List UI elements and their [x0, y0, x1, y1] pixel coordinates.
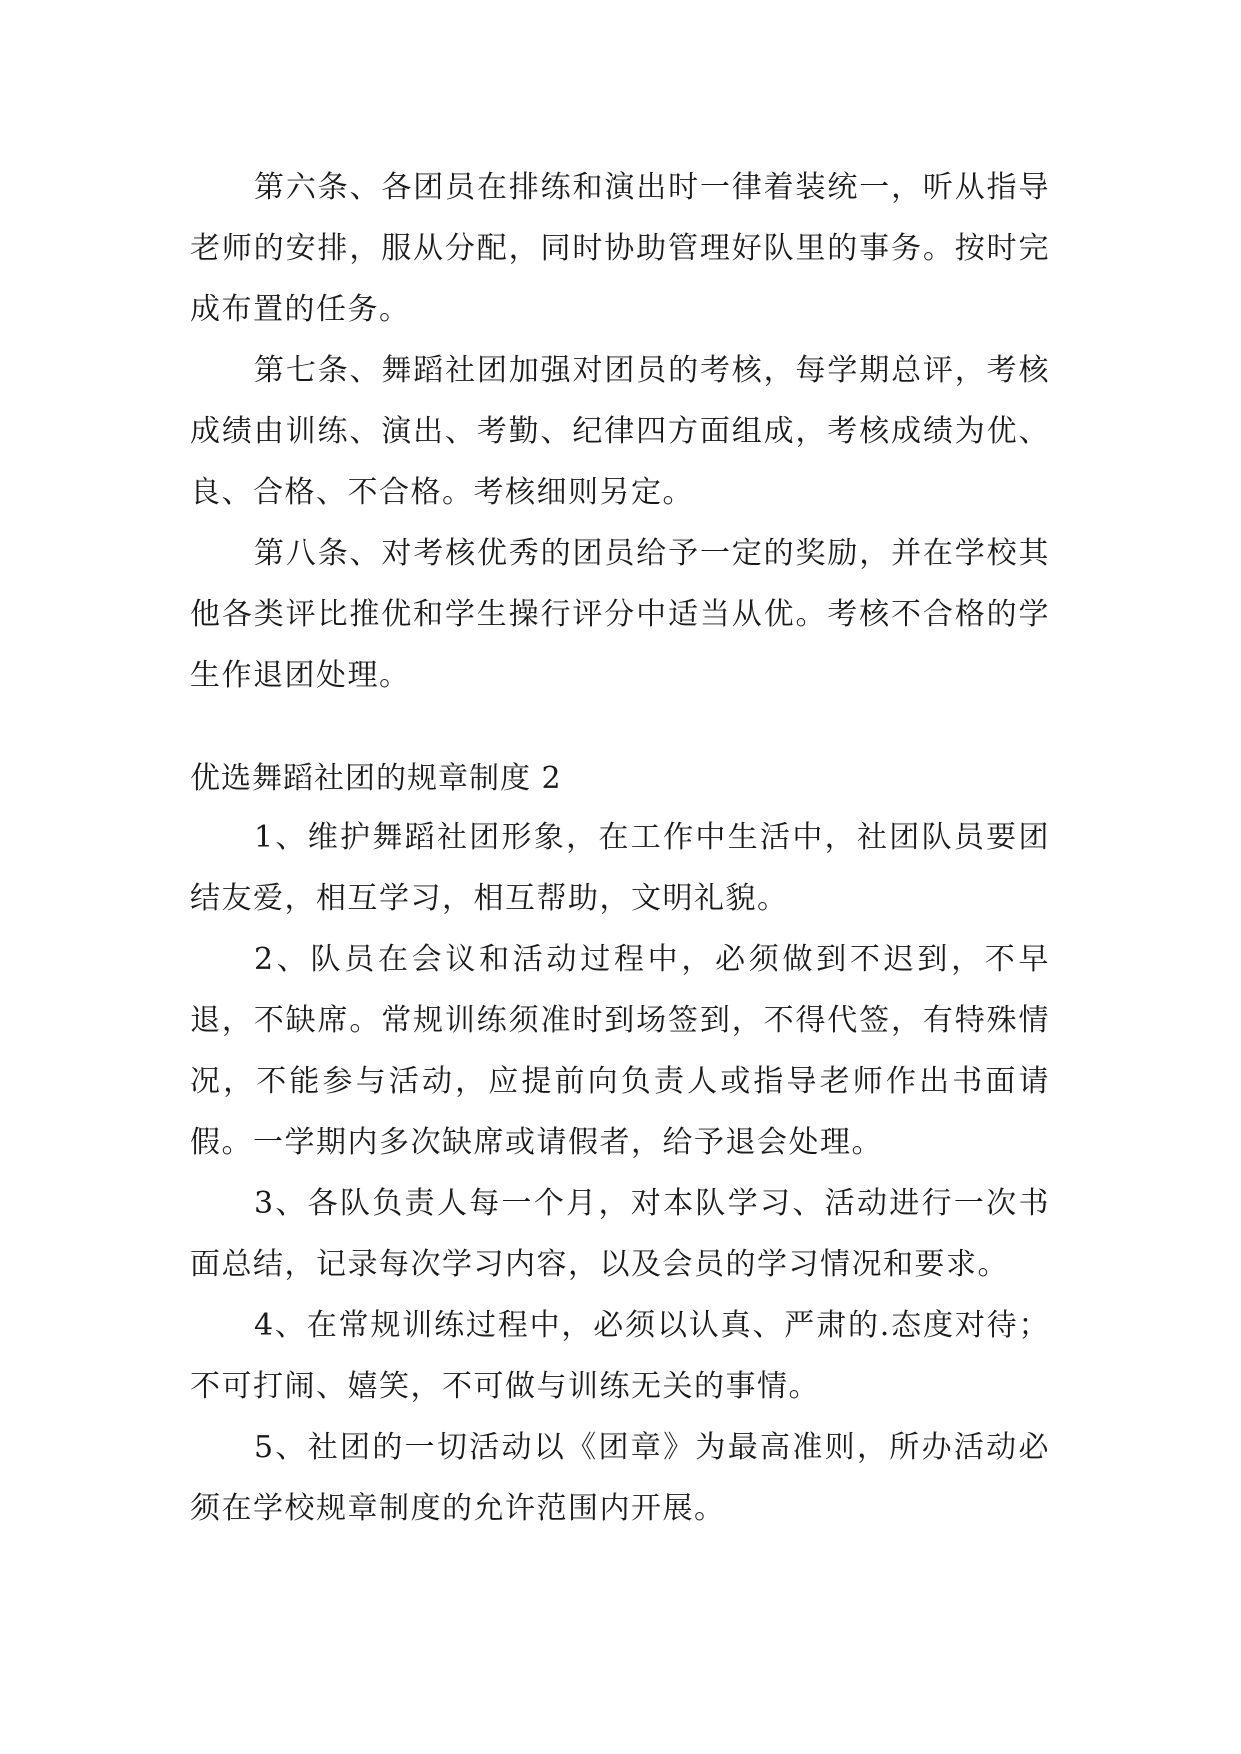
rules-section: [190, 751, 1050, 1539]
section-heading: 优选舞蹈社团的规章制度 2: [190, 761, 562, 796]
rule-item-4: 4、在常规训练过程中，必须以认真、严肃的.态度对待；不可打闹、嬉笑，不可做与训练无关的事情。: [190, 1308, 1050, 1404]
rule-item-3: 3、各队负责人每一个月，对本队学习、活动进行一次书面总结，记录每次学习内容，以及会员的学习情况和要求。: [190, 1186, 1050, 1282]
article-six-paragraph: 第六条、各团员在排练和演出时一律着装统一，听从指导老师的安排，服从分配，同时协助管理好队里的事务。按时完成布置的任务。: [190, 170, 1050, 327]
articles-section: [190, 157, 1050, 706]
document-body: [190, 157, 1050, 1539]
rule-item-5: 5、社团的一切活动以《团章》为最高准则，所办活动必须在学校规章制度的允许范围内开展。: [190, 1430, 1050, 1526]
article-seven-paragraph: 第七条、舞蹈社团加强对团员的考核，每学期总评，考核成绩由训练、演出、考勤、纪律四方面组成，考核成绩为优、良、合格、不合格。考核细则另定。: [190, 353, 1050, 510]
article-eight-paragraph: 第八条、对考核优秀的团员给予一定的奖励，并在学校其他各类评比推优和学生操行评分中适当从优。考核不合格的学生作退团处理。: [190, 536, 1050, 693]
rule-item-1: 1、维护舞蹈社团形象，在工作中生活中，社团队员要团结友爱，相互学习，相互帮助，文明礼貌。: [190, 820, 1050, 916]
rule-item-2: 2、队员在会议和活动过程中，必须做到不迟到，不早退，不缺席。常规训练须准时到场签到，不得代签，有特殊情况，不能参与活动，应提前向负责人或指导老师作出书面请假。一学期内多次缺席或请假者，给予退会处理。: [190, 942, 1050, 1160]
